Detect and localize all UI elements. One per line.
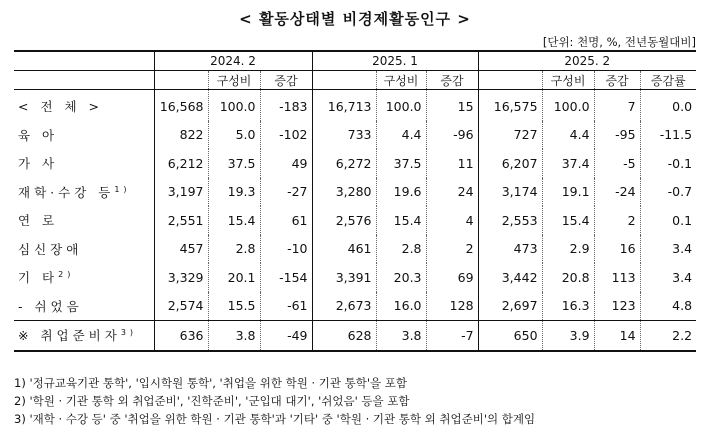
table-cell: 6,272: [312, 149, 376, 178]
table-cell: 5.0: [208, 121, 260, 150]
period-header: 2024. 2: [154, 51, 312, 71]
table-row: [14, 263, 696, 292]
table-cell: 2,576: [312, 206, 376, 235]
table-cell: 16.3: [542, 292, 594, 321]
table-cell: 19.1: [542, 178, 594, 207]
page-title: < 활동상태별 비경제활동인구 >: [239, 10, 471, 28]
table-cell: 3.4: [640, 235, 696, 264]
table-cell: 457: [154, 235, 208, 264]
table-cell: -0.1: [640, 149, 696, 178]
period-header-row: [14, 51, 696, 71]
table-row: [14, 178, 696, 207]
table-cell: 0.0: [640, 90, 696, 121]
table-cell: 100.0: [542, 90, 594, 121]
subheader-share: 구성비: [208, 71, 260, 90]
subheader-row: [14, 71, 696, 90]
table-cell: 19.3: [208, 178, 260, 207]
table-cell: 20.1: [208, 263, 260, 292]
row-label-text: 연 로: [18, 213, 59, 229]
period-header: 2025. 1: [312, 51, 478, 71]
footnote: 2) '학원 · 기관 통학 외 취업준비', '진학준비', '군입대 대기', '쉬었음' 등을 포함: [14, 394, 410, 408]
header-blank: [14, 51, 154, 71]
table-cell: 11: [426, 149, 478, 178]
row-label-text: - 쉬었음: [18, 298, 83, 314]
table-cell: 100.0: [208, 90, 260, 121]
table-cell: 822: [154, 121, 208, 150]
table-cell: 650: [478, 321, 542, 351]
table-cell: 113: [594, 263, 640, 292]
table-cell: 3,391: [312, 263, 376, 292]
table-cell: -183: [260, 90, 312, 121]
table-cell: 15: [426, 90, 478, 121]
table-cell: 15.4: [376, 206, 426, 235]
period-header: 2025. 2: [478, 51, 696, 71]
header-blank: [14, 71, 154, 90]
subheader-share: 구성비: [376, 71, 426, 90]
table-cell: -96: [426, 121, 478, 150]
table-cell: 4.4: [542, 121, 594, 150]
unit-note: [단위: 천명, %, 전년동월대비]: [542, 35, 696, 49]
table-cell: 37.5: [208, 149, 260, 178]
row-label: [14, 121, 154, 150]
table-cell: 2.8: [376, 235, 426, 264]
stats-table: [14, 50, 696, 352]
table-cell: 61: [260, 206, 312, 235]
table-cell: 4.8: [640, 292, 696, 321]
table-cell: 3.8: [208, 321, 260, 351]
table-cell: -7: [426, 321, 478, 351]
table-cell: 461: [312, 235, 376, 264]
table-cell: 473: [478, 235, 542, 264]
row-label: [14, 292, 154, 321]
table-cell: 20.8: [542, 263, 594, 292]
table-cell: 2.9: [542, 235, 594, 264]
table-cell: 16,568: [154, 90, 208, 121]
table-cell: 3,197: [154, 178, 208, 207]
table-row: [14, 292, 696, 321]
table-cell: 16: [594, 235, 640, 264]
footnotes: [14, 374, 535, 428]
subheader-change: 증감: [594, 71, 640, 90]
row-label-text: 심신장애: [18, 241, 83, 257]
table-cell: 2: [426, 235, 478, 264]
table-cell: 3,174: [478, 178, 542, 207]
row-label-text: ※ 취업준비자: [18, 328, 121, 344]
table-row: [14, 90, 696, 121]
table-cell: 7: [594, 90, 640, 121]
row-label: [14, 263, 154, 292]
row-label: [14, 321, 154, 351]
row-label: [14, 178, 154, 207]
table-cell: 727: [478, 121, 542, 150]
table-cell: 3,442: [478, 263, 542, 292]
footnote: 1) '정규교육기관 통학', '입시학원 통학', '취업을 위한 학원 · 기관 통학'을 포함: [14, 376, 407, 390]
table-cell: 16,713: [312, 90, 376, 121]
table-cell: 16.0: [376, 292, 426, 321]
subheader-change: 증감: [426, 71, 478, 90]
table-cell: 69: [426, 263, 478, 292]
table-cell: -95: [594, 121, 640, 150]
table-cell: -0.7: [640, 178, 696, 207]
table-cell: 2,697: [478, 292, 542, 321]
row-label: [14, 206, 154, 235]
table-cell: 2,574: [154, 292, 208, 321]
row-label-text: 가 사: [18, 156, 59, 172]
table-cell: 4: [426, 206, 478, 235]
footnote: 3) '재학 · 수강 등' 중 '취업을 위한 학원 · 기관 통학'과 '기타' 중 '학원 · 기관 통학 외 취업준비'의 합계임: [14, 412, 536, 426]
table-cell: -27: [260, 178, 312, 207]
table-cell: 123: [594, 292, 640, 321]
table-cell: 636: [154, 321, 208, 351]
table-cell: -61: [260, 292, 312, 321]
row-label-footnote-mark: 2): [58, 270, 75, 280]
row-label: [14, 235, 154, 264]
subheader-share: 구성비: [542, 71, 594, 90]
table-cell: 49: [260, 149, 312, 178]
table-cell: 2,673: [312, 292, 376, 321]
table-cell: -102: [260, 121, 312, 150]
subheader-blank: [312, 71, 376, 90]
table-cell: 3,329: [154, 263, 208, 292]
table-cell: -10: [260, 235, 312, 264]
row-label-text: 재학·수강 등: [18, 184, 115, 200]
table-cell: 16,575: [478, 90, 542, 121]
table-cell: 15.4: [542, 206, 594, 235]
subheader-blank: [154, 71, 208, 90]
table-body: [14, 90, 696, 351]
table-cell: 6,212: [154, 149, 208, 178]
table-cell: 20.3: [376, 263, 426, 292]
table-cell: 128: [426, 292, 478, 321]
subheader-change: 증감: [260, 71, 312, 90]
table-row: [14, 149, 696, 178]
row-label: [14, 90, 154, 121]
table-cell: 3,280: [312, 178, 376, 207]
table-cell: 733: [312, 121, 376, 150]
table-cell: 24: [426, 178, 478, 207]
table-cell: 15.5: [208, 292, 260, 321]
table-cell: 0.1: [640, 206, 696, 235]
subheader-rate: 증감률: [640, 71, 696, 90]
table-cell: 37.4: [542, 149, 594, 178]
table-cell: -24: [594, 178, 640, 207]
table-cell: 2: [594, 206, 640, 235]
table-cell: 6,207: [478, 149, 542, 178]
row-label-footnote-mark: 1): [114, 184, 131, 194]
row-label-text: 기 타: [18, 270, 59, 286]
table-cell: -5: [594, 149, 640, 178]
table-row: [14, 121, 696, 150]
row-label: [14, 149, 154, 178]
table-cell: 628: [312, 321, 376, 351]
subheader-blank: [478, 71, 542, 90]
table-cell: 100.0: [376, 90, 426, 121]
table-cell: 2,553: [478, 206, 542, 235]
table-cell: 3.4: [640, 263, 696, 292]
table-cell: -49: [260, 321, 312, 351]
row-label-text: < 전 체 >: [18, 99, 104, 115]
table-row: [14, 235, 696, 264]
table-cell: -11.5: [640, 121, 696, 150]
table-row: [14, 321, 696, 351]
table-cell: 2.8: [208, 235, 260, 264]
table-cell: -154: [260, 263, 312, 292]
table-cell: 19.6: [376, 178, 426, 207]
row-label-footnote-mark: 3): [120, 328, 138, 338]
table-cell: 14: [594, 321, 640, 351]
table-cell: 15.4: [208, 206, 260, 235]
table-cell: 3.8: [376, 321, 426, 351]
row-label-text: 육 아: [18, 127, 59, 143]
table-cell: 3.9: [542, 321, 594, 351]
table-cell: 2,551: [154, 206, 208, 235]
table-cell: 37.5: [376, 149, 426, 178]
table-row: [14, 206, 696, 235]
table-cell: 2.2: [640, 321, 696, 351]
table-cell: 4.4: [376, 121, 426, 150]
